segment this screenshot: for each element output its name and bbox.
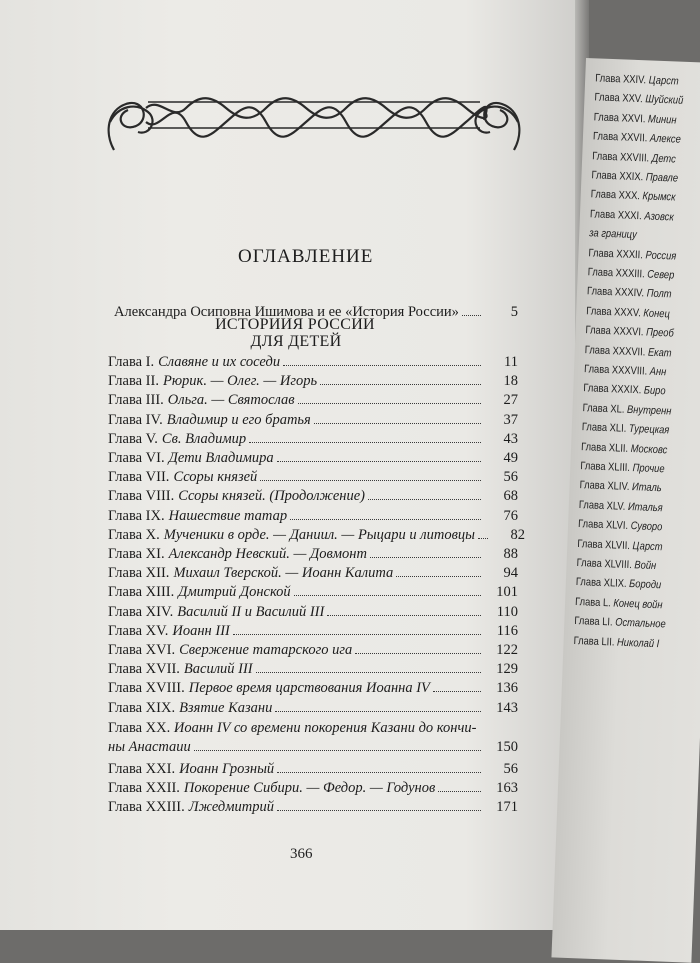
toc-entry-page: 76 [484,508,518,525]
toc-entry-label: Глава XI. [108,546,165,563]
right-line-title: Минин [648,113,677,126]
right-line-label: Глава XLIX. [576,576,630,590]
right-page-line [587,286,672,301]
right-line-label: Глава XLVIII. [576,557,634,571]
right-line-label: Глава XLIII. [580,460,633,474]
right-page-line [586,305,670,320]
toc-entry-label: Глава XVIII. [108,680,185,697]
right-line-label: Глава XXIV. [595,72,649,86]
right-line-label: Глава XLVII. [577,538,633,552]
toc-entry[interactable] [108,679,518,697]
leader-dots [277,449,481,462]
toc-entry-page: 122 [484,642,518,659]
right-line-label: Глава XLVI. [578,518,631,532]
leader-dots [320,372,481,385]
toc-entry[interactable] [108,622,518,640]
right-line-label: Глава XXXIV. [587,286,647,300]
leader-dots [438,779,481,792]
right-line-label: Глава XLII. [581,441,631,455]
toc-entry-title-line1: Иоанн IV со времени покорения Казани до кончи- [174,720,477,736]
toc-entry-title: Дети Владимира [169,450,274,467]
toc-entry-title: Александр Невский. — Довмонт [169,546,367,563]
right-line-title: Шуйский [645,94,683,107]
toc-entry-label: Глава VI. [108,450,165,467]
toc-entry-page: 37 [484,412,518,429]
toc-entry-title: Ссоры князей [173,469,257,486]
right-line-title: Биро [644,385,666,398]
toc-entry-title-line2: ны Анастаии [108,738,191,757]
leader-dots [260,468,481,481]
toc-entry[interactable] [108,699,518,717]
leader-dots [256,660,481,673]
toc-entry-title: Дмитрий Донской [178,584,290,601]
toc-entry-title: Александра Осиповна Ишимова и ее «История России» [114,304,459,321]
right-line-label: Глава XXVI. [594,111,649,125]
toc-entry-label: Глава XV. [108,623,168,640]
toc-entry-label: Глава XXII. [108,780,180,797]
right-line-label: Глава XXXII. [588,247,645,261]
right-page-line [582,402,671,417]
toc-entry-page: 136 [484,680,518,697]
toc-entry-label: Глава XX. [108,720,170,736]
toc-entry-title: Иоанн III [172,623,229,640]
toc-entry-title: Михаил Тверской. — Иоанн Калита [173,565,393,582]
right-line-label: Глава XXXVII. [585,344,649,358]
right-page-lines [586,58,700,63]
right-line-title: Прочие [632,462,664,475]
right-line-title: Екат [648,346,672,359]
toc-entry[interactable] [108,411,518,429]
right-line-title: Север [647,269,674,282]
toc-entry-label: Глава VII. [108,469,169,486]
right-line-title: Детс [652,152,676,165]
right-line-label: Глава LI. [574,615,615,629]
right-line-label: Глава XL. [582,402,627,416]
toc-entry-page: 43 [484,431,518,448]
toc-entry-xx[interactable] [108,719,518,757]
right-line-title: Конец войн [613,597,663,611]
toc-entry-page: 94 [484,565,518,582]
toc-entry[interactable] [108,449,518,467]
toc-entry-page: 18 [484,373,518,390]
right-page-line [576,576,662,591]
right-line-title: Преоб [646,327,674,340]
leader-dots [396,564,481,577]
right-line-title: Россия [645,249,676,262]
leader-dots [314,411,481,424]
toc-entry-title: Василий III [184,661,253,678]
toc-entry[interactable] [108,507,518,525]
toc-entry-page: 150 [484,738,518,757]
right-line-label: Глава XXXVI. [585,324,646,338]
toc-entry-label: Глава XIX. [108,700,175,717]
toc-entry-page: 5 [484,304,518,321]
leader-dots [290,507,481,520]
right-page-line [590,208,674,223]
toc-entry-title: Славяне и их соседи [158,354,280,371]
right-line-label: Глава XXXV. [586,305,644,319]
toc-entry[interactable] [108,660,518,678]
toc-entry[interactable] [108,564,518,582]
toc-entry-title: Взятие Казани [179,700,272,717]
right-page-line [583,383,666,398]
toc-entry-title: Мученики в орде. — Даниил. — Рыцари и литовцы [164,527,475,544]
toc-entry-page: 11 [484,354,518,371]
toc-entry-title: Свержение татарского ига [179,642,352,659]
toc-entry[interactable] [108,760,518,778]
toc-entry-label: Глава IV. [108,412,163,429]
toc-entry-page: 163 [484,780,518,797]
toc-entry-label: Глава I. [108,354,154,371]
toc-entry-title: Ссоры князей. (Продолжение) [178,488,365,505]
toc-entry-title: Ольга. — Святослав [168,392,295,409]
toc-entry[interactable] [108,353,518,371]
right-line-title: Войн [634,559,656,572]
right-page-line [588,266,675,281]
leader-dots [249,430,481,443]
toc-entry-label: Глава XIII. [108,584,174,601]
right-page-line [577,538,663,553]
toc-entry-label: Глава XVI. [108,642,175,659]
right-line-label: Глава L. [575,596,614,609]
right-page-line [579,479,662,494]
section-title-line1: ИСТОРИИЯ РОССИИ [0,316,582,333]
toc-entry-label: Глава VIII. [108,488,174,505]
toc-entry-page: 171 [484,799,518,816]
toc-entry-page: 56 [484,761,518,778]
right-line-label: Глава XXV. [594,92,645,106]
toc-entry-title: Владимир и его братья [167,412,311,429]
toc-entry[interactable] [108,798,518,816]
right-line-title: Царст [648,74,678,87]
leader-dots [355,641,481,654]
right-line-label: Глава XXVIII. [592,150,652,164]
right-page-line [595,72,679,87]
right-line-title: Полт [646,288,671,301]
toc-entry-page: 110 [484,604,518,621]
section-title-line2: ДЛЯ ДЕТЕЙ [0,333,582,350]
right-page-line [585,344,672,359]
toc-entry-title: Рюрик. — Олег. — Игорь [163,373,317,390]
right-page-line [573,635,659,650]
right-line-title: Правле [646,171,679,184]
toc-entry-label: Глава XXI. [108,761,175,778]
toc-entry[interactable] [108,430,518,448]
toc-entry[interactable] [108,603,518,621]
right-page-line [588,247,676,262]
toc-entry-page: 68 [484,488,518,505]
toc-entry[interactable] [108,545,518,563]
toc-entry-label: Глава V. [108,431,158,448]
toc-entry[interactable] [108,487,518,505]
toc-entry-label: Глава XXIII. [108,799,185,816]
toc-title: ОГЛАВЛЕНИЕ [238,246,373,268]
right-line-title: Внутренн [627,404,672,418]
right-page-line [576,557,656,572]
right-line-label: Глава XXXIX. [583,383,644,397]
right-line-title: Италь [632,481,662,494]
right-line-label: Глава XLV. [579,499,629,513]
right-line-title: Царст [632,540,662,553]
leader-dots [277,798,481,811]
toc-entry-title: Иоанн Грозный [179,761,274,778]
right-line-label: Глава LII. [573,635,617,649]
leader-dots [283,353,481,366]
section-title [0,316,582,350]
leader-dots [478,526,488,539]
toc-entry[interactable] [108,779,518,797]
toc-entry[interactable] [108,583,518,601]
right-line-title: Остальное [615,617,666,631]
right-line-title: Крымск [642,191,675,204]
toc-entry-label: Глава XII. [108,565,169,582]
leader-dots [275,699,481,712]
right-page-line [580,460,665,475]
toc-entry-title: Покорение Сибири. — Федор. — Годунов [184,780,435,797]
leader-dots [277,760,481,773]
leader-dots [462,303,481,316]
right-line-label: Глава XXXVIII. [584,363,650,378]
leader-dots [298,391,481,404]
toc-entry-page: 101 [484,584,518,601]
right-page-line [591,169,678,184]
leader-dots [433,679,481,692]
toc-entry-label: Глава XVII. [108,661,180,678]
right-page-line [591,189,676,204]
toc-entry-label: Глава II. [108,373,159,390]
leader-dots [294,583,481,596]
toc-entry-title: Первое время царствования Иоанна IV [189,680,430,697]
toc-entry-page: 49 [484,450,518,467]
leader-dots [368,487,481,500]
leader-dots [194,738,481,751]
right-line-label: Глава XXX. [591,189,643,203]
right-page-line [582,421,670,436]
toc-entry[interactable] [108,526,518,544]
toc-entry[interactable] [108,641,518,659]
toc-entry[interactable] [108,468,518,486]
toc-entry-page: 82 [491,527,525,544]
right-page-line [594,111,677,126]
toc-entry-title: Нашествие татар [169,508,287,525]
toc-entry-page: 88 [484,546,518,563]
right-line-title: Николай I [617,636,660,650]
right-line-title: Московс [630,443,667,456]
right-line-label: Глава XXXI. [590,208,645,222]
toc-entry-page: 143 [484,700,518,717]
toc-entry-page: 56 [484,469,518,486]
leader-dots [370,545,481,558]
right-line-title: Алексе [650,133,681,146]
right-page-line [594,92,683,107]
right-page-line [574,615,666,630]
leader-dots [233,622,481,635]
leader-dots [327,603,481,616]
page-number: 366 [290,846,313,863]
right-line-title: Италья [628,501,663,514]
right-line-title: Конец [643,307,670,320]
right-line-title: Суворо [630,520,662,533]
toc-entry-title: Св. Владимир [162,431,246,448]
right-line-title: Анн [650,366,667,379]
right-page-line [585,324,674,339]
right-page-line [575,596,663,611]
toc-entry-label: Глава X. [108,527,160,544]
right-page-line [581,441,668,456]
toc-entry-page: 116 [484,623,518,640]
toc-entry[interactable] [108,391,518,409]
toc-entry[interactable] [108,372,518,390]
right-page-line [589,227,637,241]
toc-entry-page: 129 [484,661,518,678]
toc-entry-label: Глава IX. [108,508,165,525]
right-line-label: Глава XXVII. [593,131,650,145]
right-line-label: Глава XXIX. [591,169,646,183]
right-line-title: за границу [589,227,637,241]
right-line-label: Глава XLIV. [579,479,632,493]
right-line-title: Турецкая [629,423,670,437]
right-page-line [584,363,667,378]
right-line-label: Глава XLI. [582,421,630,435]
toc-entry-title: Лжедмитрий [189,799,274,816]
celtic-knot-ornament [100,92,528,156]
toc-entry-label: Глава III. [108,392,164,409]
right-line-title: Азовск [644,210,674,223]
toc-entry-title: Василий II и Василий III [177,604,324,621]
right-page-line [579,499,663,514]
right-page-line [592,150,676,165]
right-line-label: Глава XXXIII. [588,266,648,280]
right-page-line [593,131,681,146]
toc-entry-label: Глава XIV. [108,604,173,621]
right-page-line [578,518,663,533]
toc-entry-page: 27 [484,392,518,409]
right-line-title: Бороди [629,578,661,591]
